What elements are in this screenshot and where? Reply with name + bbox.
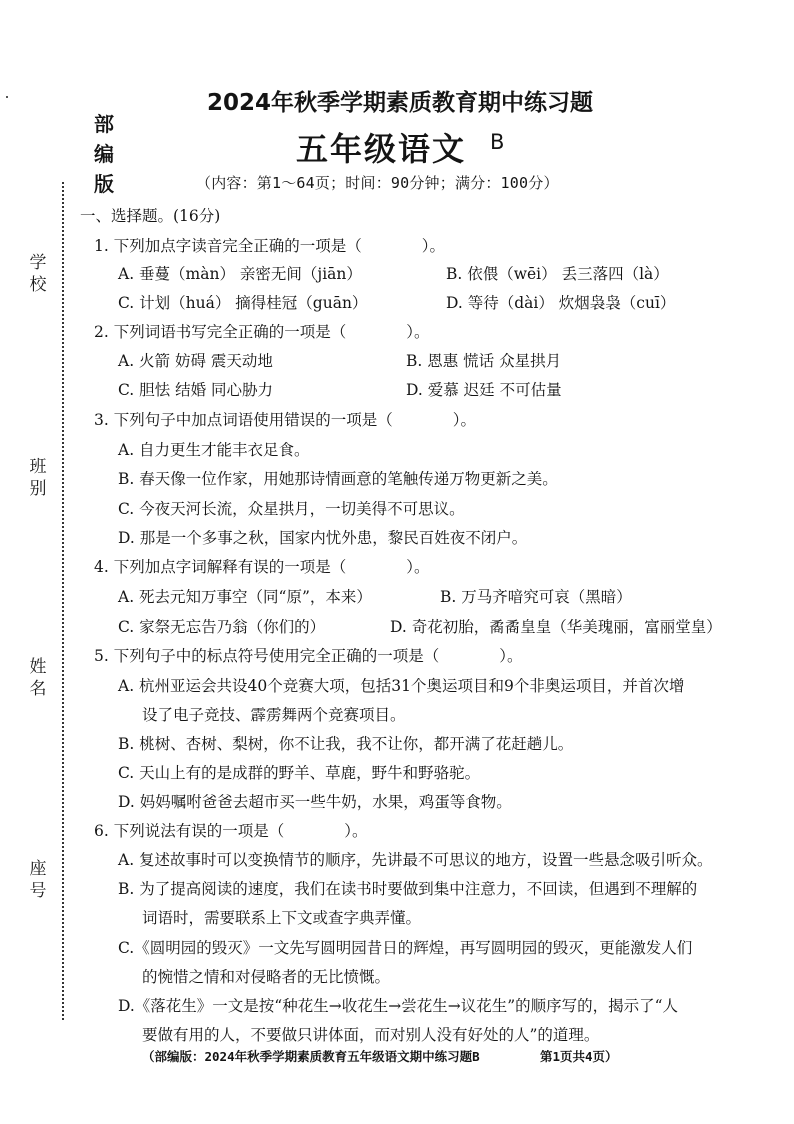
question-1-stem	[94, 236, 445, 256]
q5-option-a-line2: 设了电子竞技、霹雳舞两个竞赛项目。	[142, 706, 406, 724]
q3-option-b: B. 春天像一位作家，用她那诗情画意的笔触传递万物更新之美。	[118, 470, 558, 488]
q5-option-b: B. 桃树、杏树、梨树，你不让我，我不让你，都开满了花赶趟儿。	[118, 735, 574, 753]
q1-option-a: A. 垂蔓（màn） 亲密无间（jiān）	[118, 265, 362, 283]
exam-title: 2024年秋季学期素质教育期中练习题	[206, 90, 593, 116]
question-6-end: ）。	[344, 822, 368, 840]
section-heading: 一、选择题。(16分)	[80, 207, 221, 225]
q3-option-c: C. 今夜天河长流，众星拱月，一切美得不可思议。	[118, 500, 465, 518]
q6-option-b-line1: B. 为了提高阅读的速度，我们在读书时要做到集中注意力，不回读，但遇到不理解的	[118, 880, 698, 898]
question-5-stem	[94, 646, 522, 666]
q6-option-a: A. 复述故事时可以变换情节的顺序，先讲最不可思议的地方，设置一些悬念吸引听众。	[118, 851, 713, 869]
question-6-text: 6. 下列说法有误的一项是（	[94, 822, 285, 840]
q6-option-d-line1: D.《落花生》一文是按“种花生→收花生→尝花生→议花生”的顺序写的，揭示了“人	[118, 997, 679, 1015]
question-2-stem	[94, 322, 429, 342]
question-4-text: 4. 下列加点字词解释有误的一项是（	[94, 558, 347, 576]
question-3-end: ）。	[452, 411, 476, 429]
question-2-text: 2. 下列词语书写完全正确的一项是（	[94, 323, 347, 341]
question-5-end: ）。	[499, 647, 523, 665]
question-3-text: 3. 下列句子中加点词语使用错误的一项是（	[94, 411, 393, 429]
q4-option-a: A. 死去元知万事空（同“原”，本来）	[118, 588, 372, 606]
scan-speck	[6, 96, 8, 98]
question-1-end: ）。	[421, 237, 445, 255]
question-1-text: 1. 下列加点字读音完全正确的一项是（	[94, 237, 362, 255]
q2-option-d: D. 爱慕 迟廷 不可估量	[406, 381, 562, 399]
edition-char-2: 编	[94, 142, 114, 166]
question-4-stem	[94, 557, 429, 577]
sidebar-name-label: 姓名	[29, 657, 47, 699]
q2-option-a: A. 火箭 妨碍 震天动地	[118, 352, 273, 370]
page-footer: （部编版：2024年秋季学期素质教育五年级语文期中练习题B	[142, 1049, 480, 1064]
sidebar-seat-label: 座号	[29, 859, 47, 901]
binding-dotted-line	[62, 182, 64, 1020]
edition-char-3: 版	[94, 172, 114, 196]
sidebar-class-label: 班别	[29, 457, 47, 499]
q6-option-c-line1: C.《圆明园的毁灭》一文先写圆明园昔日的辉煌，再写圆明园的毁灭，更能激发人们	[118, 939, 693, 957]
sidebar-school-label: 学校	[29, 253, 47, 295]
q6-option-d-line2: 要做有用的人，不要做只讲体面，而对别人没有好处的人”的道理。	[142, 1026, 600, 1044]
q3-option-a: A. 自力更生才能丰衣足食。	[118, 441, 310, 459]
version-label: B	[490, 130, 505, 154]
question-3-stem	[94, 410, 476, 430]
q4-option-c: C. 家祭无忘告乃翁（你们的）	[118, 618, 326, 636]
q3-option-d: D. 那是一个多事之秋，国家内忧外患，黎民百姓夜不闭户。	[118, 529, 528, 547]
q2-option-b: B. 恩惠 慌话 众星拱月	[406, 352, 562, 370]
edition-char-1: 部	[94, 112, 114, 136]
q1-option-d: D. 等待（dài） 炊烟袅袅（cuī）	[446, 294, 676, 312]
q2-option-c: C. 胆怯 结婚 同心胁力	[118, 381, 274, 399]
q4-option-b: B. 万马齐喑究可哀（黑暗）	[440, 588, 632, 606]
q6-option-c-line2: 的惋惜之情和对侵略者的无比愤慨。	[142, 968, 391, 986]
q6-option-b-line2: 词语时，需要联系上下文或查字典弄懂。	[142, 909, 422, 927]
q5-option-c: C. 天山上有的是成群的野羊、草鹿，野牛和野骆驼。	[118, 764, 481, 782]
page-number: 第1页共4页）	[540, 1049, 618, 1064]
q1-option-c: C. 计划（huá） 摘得桂冠（guān）	[118, 294, 368, 312]
q5-option-a-line1: A. 杭州亚运会共设40个竞赛大项，包括31个奥运项目和9个非奥运项目，并首次增	[118, 677, 685, 695]
question-6-stem	[94, 821, 367, 841]
question-4-end: ）。	[406, 558, 430, 576]
exam-meta: （内容：第1～64页；时间：90分钟；满分：100分）	[196, 174, 559, 192]
q5-option-d: D. 妈妈嘱咐爸爸去超市买一些牛奶，水果，鸡蛋等食物。	[118, 793, 512, 811]
q1-option-b: B. 依偎（wēi） 丢三落四（là）	[446, 265, 669, 283]
subject-title: 五年级语文	[296, 130, 467, 168]
q4-option-d: D. 奇花初胎，矞矞皇皇（华美瑰丽，富丽堂皇）	[390, 618, 722, 636]
question-2-end: ）。	[406, 323, 430, 341]
question-5-text: 5. 下列句子中的标点符号使用完全正确的一项是（	[94, 647, 440, 665]
